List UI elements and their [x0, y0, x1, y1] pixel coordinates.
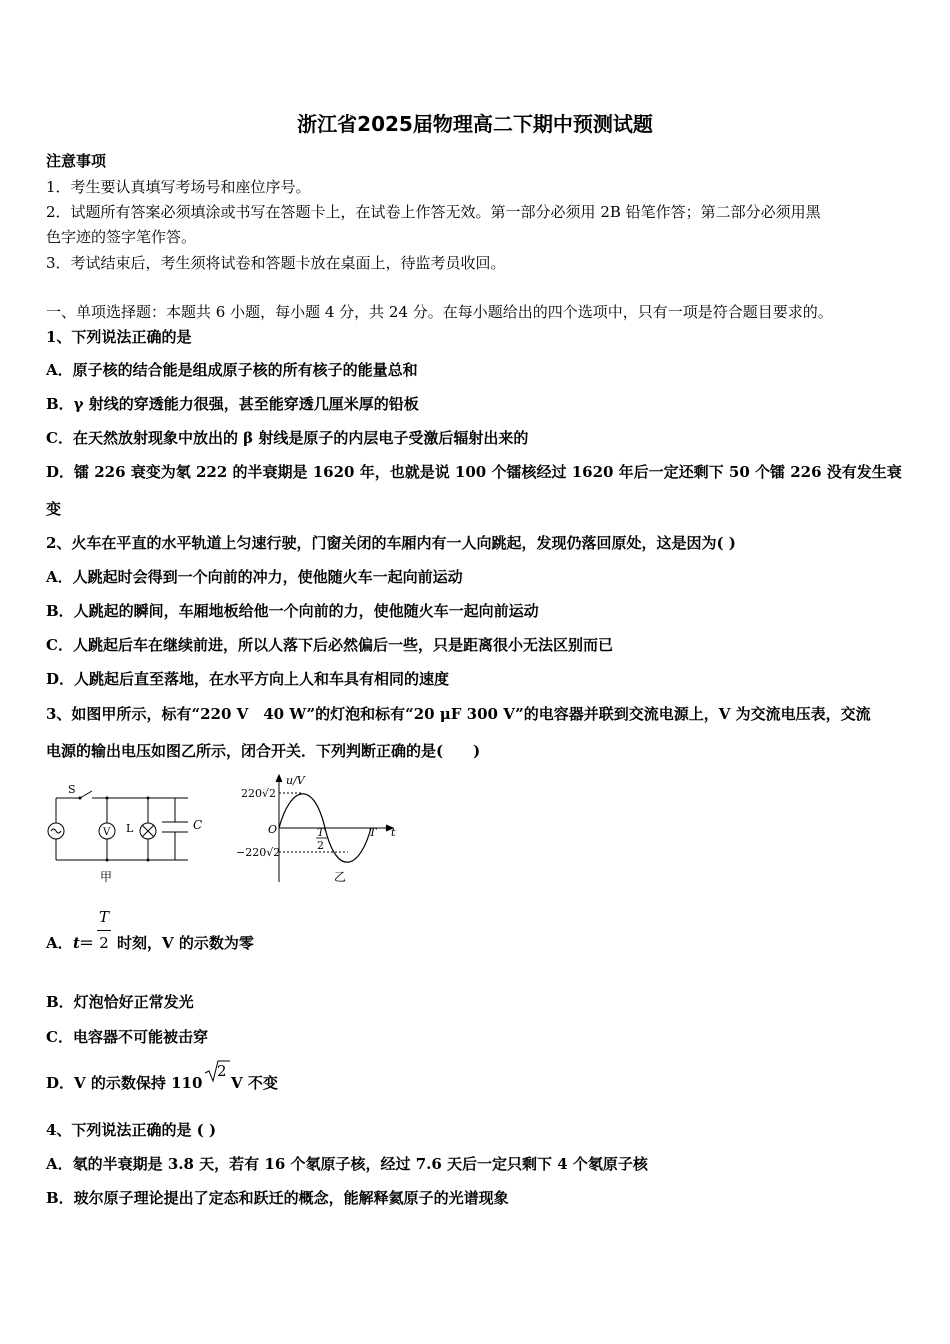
- voltage-graph: [228, 770, 408, 888]
- switch-label: S: [68, 783, 76, 796]
- figure-caption: 甲: [100, 870, 113, 884]
- y-tick-positive: 220√2: [241, 787, 277, 800]
- notice-item: 1．考生要认真填写考场号和座位序号。: [46, 178, 311, 196]
- notice-item: 2．试题所有答案必须填涂或书写在答题卡上，在试卷上作答无效。第一部分必须用 2B 铅笔作答；第二部分必须用黑: [46, 203, 821, 221]
- x-tick-period: T: [369, 826, 377, 839]
- x-axis-label: t: [391, 826, 396, 839]
- figure-caption: 乙: [334, 870, 347, 884]
- q3-option-d-prefix: D．V 的示数保持 110: [46, 1074, 203, 1092]
- q2-option-a: A．人跳起时会得到一个向前的冲力，使他随火车一起向前运动: [46, 568, 463, 586]
- q2-option-c: C．人跳起后车在继续前进，所以人落下后必然偏后一些，只是距离很小无法区别而已: [46, 636, 613, 654]
- y-tick-negative: −220√2: [236, 846, 281, 859]
- q3-stem: 3、如图甲所示，标有“220 V 40 W”的灯泡和标有“20 μF 300 V”的电容器并联到交流电源上，V 为交流电压表，交流: [46, 705, 871, 723]
- page-title: 浙江省2025届物理高二下期中预测试题: [297, 112, 653, 136]
- q3-option-b: B．灯泡恰好正常发光: [46, 993, 194, 1011]
- lamp-label: L: [126, 822, 134, 835]
- circuit-diagram: [40, 780, 215, 888]
- q3-option-d-suffix: V 不变: [231, 1074, 278, 1092]
- q4-option-a: A．氡的半衰期是 3.8 天，若有 16 个氡原子核，经过 7.6 天后一定只剩下 4 个氡原子核: [46, 1155, 648, 1173]
- voltmeter-label: V: [103, 827, 111, 838]
- q4-option-b: B．玻尔原子理论提出了定态和跃迁的概念，能解释氦原子的光谱现象: [46, 1189, 509, 1207]
- q1-option-d-cont: 变: [46, 500, 62, 518]
- y-axis-label: u/V: [286, 774, 305, 787]
- q3-option-c: C．电容器不可能被击穿: [46, 1028, 208, 1046]
- fraction-bar: [97, 930, 111, 931]
- notice-item: 色字迹的签字笔作答。: [46, 228, 197, 246]
- q1-option-d: D．镭 226 衰变为氡 222 的半衰期是 1620 年，也就是说 100 个镭核经过 1620 年后一定还剩下 50 个镭 226 没有发生衰: [46, 463, 902, 481]
- q3-option-a-var: t: [73, 934, 80, 952]
- fraction-numerator: T: [98, 908, 109, 926]
- x-tick-half-denominator: 2: [317, 839, 324, 852]
- x-tick-half-period: T: [317, 826, 325, 839]
- q4-stem: 4、下列说法正确的是 ( ): [46, 1121, 217, 1139]
- capacitor-label: C: [193, 818, 203, 832]
- section-heading: 一、单项选择题：本题共 6 小题，每小题 4 分，共 24 分。在每小题给出的四个选项中，只有一项是符合题目要求的。: [46, 303, 833, 321]
- q3-option-a-text: 时刻，V 的示数为零: [117, 934, 254, 952]
- q2-option-d: D．人跳起后直至落地，在水平方向上人和车具有相同的速度: [46, 670, 450, 688]
- fraction-denominator: 2: [99, 934, 109, 952]
- notice-heading: 注意事项: [46, 152, 107, 170]
- q1-option-a: A．原子核的结合能是组成原子核的所有核子的能量总和: [46, 361, 418, 379]
- q2-option-b: B．人跳起的瞬间，车厢地板给他一个向前的力，使他随火车一起向前运动: [46, 602, 539, 620]
- sqrt-radicand: 2: [217, 1062, 227, 1080]
- q3-option-a-prefix: A．: [46, 934, 73, 952]
- q3-option-a-eq: ＝: [79, 934, 95, 952]
- q1-option-c: C．在天然放射现象中放出的 β 射线是原子的内层电子受激后辐射出来的: [46, 429, 529, 447]
- origin-label: O: [268, 823, 278, 836]
- q3-stem-cont: 电源的输出电压如图乙所示，闭合开关．下列判断正确的是( ): [46, 742, 481, 760]
- q1-option-b: B．γ 射线的穿透能力很强，甚至能穿透几厘米厚的铅板: [46, 395, 419, 413]
- notice-item: 3．考试结束后，考生须将试卷和答题卡放在桌面上，待监考员收回。: [46, 254, 506, 272]
- q1-stem: 1、下列说法正确的是: [46, 328, 192, 346]
- q2-stem: 2、火车在平直的水平轨道上匀速行驶，门窗关闭的车厢内有一人向跳起，发现仍落回原处，这是因为( ): [46, 534, 736, 552]
